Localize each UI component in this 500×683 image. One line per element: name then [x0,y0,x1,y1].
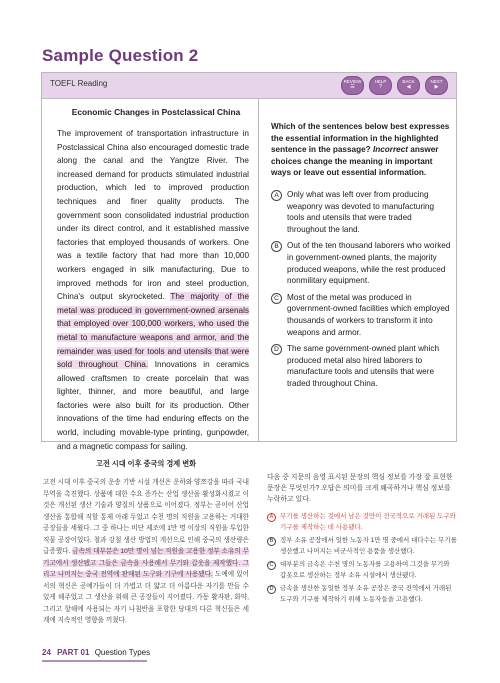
option-text: 정부 소유 공장에서 일한 노동자 1만 명 중에서 대다수는 무기를 생산했고 나머지는 비군사적인 용품을 생산했다. [280,537,457,555]
help-button[interactable]: HELP ? [369,76,392,95]
part-label: PART 01 [57,648,90,657]
translation-option-a [267,511,457,533]
test-screen [41,72,457,451]
passage-text: The improvement of transportation infrastructure in Postclassical China also encouraged domestic trade along the canal and the Yangtze River. The increased demand for products stimulated industrial production, which led to improved production techniques and finer quality products. The government soon consolidated industrial production under its direct control, and it established massive factories that employed thousands of workers. One was a textile factory that had more than 10,000 workers engaged in silk manufacturing. Due to improved methods for iron and steel production, China's output skyrocketed. The majority of the metal was produced in government-owned arsenals that employed over 100,000 workers, who used the metal to manufacture weapons and armor, and the remainder was used for tools and utensils that were sold throughout China. Innovations in ceramics allowed craftsmen to create porcelain that was lighter, thinner, and more beautiful, and large factories were also built for its production. Other innovations of the time had enduring effects on the world, including movable-type printing, gunpowder, and a magnetic compass for sailing. [57,129,250,451]
section-label: TOEFL Reading [50,79,108,88]
translation-passage [43,459,249,627]
toolbar-buttons [341,76,448,95]
translation-question-stem: 다음 중 지문의 음영 표시된 문장의 핵심 정보를 가장 잘 표현한 문장은 무엇인가? 오답은 의미를 크게 왜곡하거나 핵심 정보를 누락하고 있다. [267,474,453,503]
option-text: 무기를 생산하는 것에서 남은 것만이 전국적으로 거래된 도구와 기구를 제작하는 데 사용됐다. [280,513,456,531]
page-title: Sample Question 2 [42,46,199,65]
option-letter: B [271,241,282,252]
option-text: Most of the metal was produced in government-owned facilities which employed thousands of workers to transform it into weapons and armor. [287,292,450,337]
option-letter: A [267,513,276,522]
translation-highlight: 금속의 대부분은 10만 명이 넘는 직원을 고용한 정부 소유의 무기고에서 생산됐고 그들은 금속을 사용해서 무기와 갑옷을 제작했다. 그리고 나머지는 중국 전역에 판매된 도구와 기구에 사용됐다. [43,548,249,578]
reading-passage [57,107,249,453]
option-text: 대부분의 금속은 수천 명의 노동자를 고용하여 그것을 무기와 갑옷으로 생산하는 정부 소유 시설에서 생산됐다. [280,561,450,579]
answer-option-b[interactable] [271,240,451,286]
translation-option-d [267,583,457,605]
option-letter: B [267,537,276,546]
help-icon: ? [379,84,382,91]
section-name: Question Types [94,648,151,657]
answer-option-c[interactable] [271,292,451,338]
answer-option-a[interactable] [271,189,451,235]
page-footer [42,648,150,657]
answer-option-d[interactable] [271,343,451,389]
review-button[interactable]: REVIEW ☰ [341,76,364,95]
back-icon: ◀ [406,84,411,91]
footer-rule [42,660,147,662]
toolbar [42,73,456,99]
option-letter: C [267,561,276,570]
next-icon: ▶ [434,84,439,91]
translation-option-b [267,535,457,557]
back-button[interactable]: BACK ◀ [397,76,420,95]
question-stem: Which of the sentences below best expresses the essential information in the highlighted sentence in the passage? Incorrect answer choices change the meaning in important ways or leave out essential information. [271,122,450,178]
page-number: 24 [42,648,51,657]
translation-question [267,472,457,607]
option-letter: A [271,190,282,201]
highlighted-sentence: The majority of the metal was produced in government-owned arsenals that employed over 100,000 workers, who used the metal to manufacture weapons and armor, and the remainder was used for tools and utensils that were sold throughout China. [57,292,249,370]
option-letter: D [267,585,276,594]
option-text: 금속을 생산한 동일한 정부 소유 공장은 중국 전역에서 거래된 도구와 기구를 제작하기 위해 노동자들을 고용했다. [280,585,452,603]
translation-title: 고전 시대 이후 중국의 경제 변화 [95,459,197,468]
translation-option-c [267,559,457,581]
next-button[interactable]: NEXT ▶ [425,76,448,95]
option-text: Out of the ten thousand laborers who worked in government-owned plants, the majority produced weapons, while the rest produced nonmilitary equipment. [287,241,451,286]
passage-title: Economic Changes in Postclassical China [71,107,241,117]
translation-text: 고전 시대 이후 중국의 운송 기반 시설 개선은 운하와 양쯔강을 따라 국내 무역을 촉진했다. 상품에 대한 수요 증가는 산업 생산을 활성화시켰고 이것은 개선된 생산 기술과 양질의 상품으로 이어졌다. 정부는 곧이어 산업 생산을 통합해 직할 통제 아래 두었고 수천 명의 직원을 고용하는 거대한 공장들을 세웠다. 그 중 하나는 비단 제조에 1만 명 이상의 직원을 투입한 직물 공장이었다. 철과 강철 생산 방법의 개선으로 인해 중국의 생산량은 급증했다. 금속의 대부분은 10만 명이 넘는 직원을 고용한 정부 소유의 무기고에서 생산됐고 그들은 금속을 사용해서 무기와 갑옷을 제작했다. 그리고 나머지는 중국 전역에 판매된 도구와 기구에 사용됐다. 도예에 있어서의 혁신은 공예가들이 더 가볍고 더 얇고 더 아름다운 자기를 만들 수 있게 해주었고 그 생산을 위해 큰 공장들이 지어졌다. 가동 활자판, 화약, 그리고 항해에 사용되는 자기 나침반을 포함한 당대의 다른 혁신들은 세계에 지속적인 영향을 끼쳤다. [43,479,249,624]
option-letter: D [271,344,282,355]
review-icon: ☰ [350,84,355,91]
column-divider [258,99,259,442]
option-text: The same government-owned plant which produced metal also hired laborers to manufacture tools and utensils that were traded throughout China. [287,344,440,388]
question-panel [271,121,451,394]
option-letter: C [271,293,282,304]
option-text: Only what was left over from producing weaponry was devoted to manufacturing tools and utensils that were traded throughout the land. [287,189,435,234]
